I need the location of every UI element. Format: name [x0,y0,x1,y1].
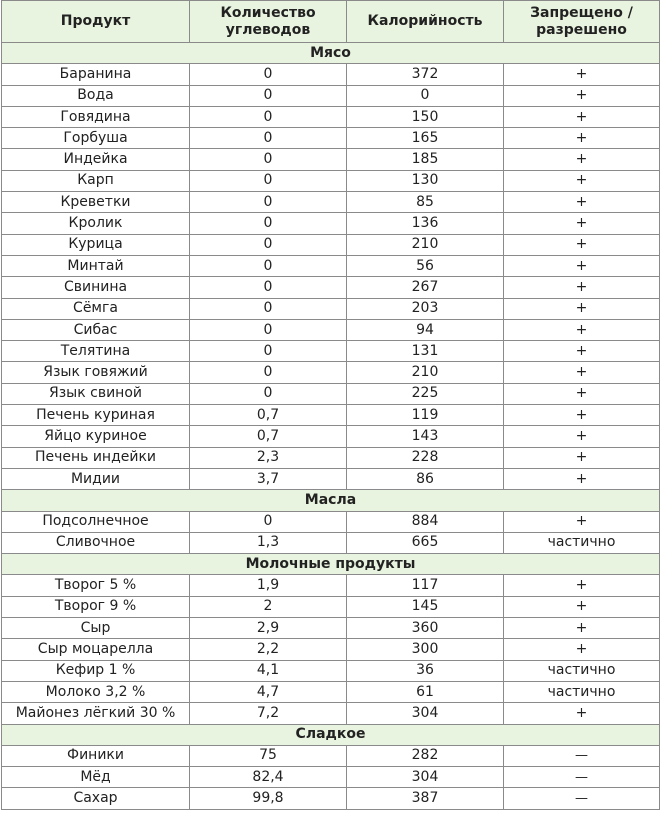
calories-cell: 36 [347,660,504,681]
product-cell: Индейка [2,149,190,170]
carbs-cell: 0 [190,170,347,191]
header-allowed-line2: разрешено [536,21,627,38]
section-row [2,490,660,511]
table-row [2,255,660,276]
table-row [2,745,660,766]
calories-cell: 387 [347,788,504,809]
carbs-cell: 0 [190,362,347,383]
table-row [2,660,660,681]
product-cell: Баранина [2,64,190,85]
calories-cell: 143 [347,426,504,447]
allowed-cell: + [504,106,660,127]
header-carbs-line1: Количество [220,4,316,21]
carbs-cell: 7,2 [190,703,347,724]
header-allowed-line1: Запрещено / [530,4,633,21]
table-row [2,341,660,362]
section-row [2,724,660,745]
section-title: Сладкое [2,724,660,745]
table-row [2,405,660,426]
table-row [2,192,660,213]
calories-cell: 136 [347,213,504,234]
calories-cell: 145 [347,596,504,617]
carbs-cell: 0,7 [190,426,347,447]
carbs-cell: 0 [190,319,347,340]
product-cell: Кефир 1 % [2,660,190,681]
table-row [2,639,660,660]
table-row [2,213,660,234]
allowed-cell: + [504,128,660,149]
header-row [2,1,660,43]
carbs-cell: 99,8 [190,788,347,809]
table-row [2,426,660,447]
table-row [2,277,660,298]
calories-cell: 130 [347,170,504,191]
allowed-cell: + [504,170,660,191]
allowed-cell: + [504,511,660,532]
carbs-cell: 2,9 [190,618,347,639]
product-cell: Творог 5 % [2,575,190,596]
carbs-cell: 0 [190,234,347,255]
product-cell: Сливочное [2,532,190,553]
product-cell: Говядина [2,106,190,127]
product-cell: Сахар [2,788,190,809]
calories-cell: 282 [347,745,504,766]
calories-cell: 228 [347,447,504,468]
allowed-cell: — [504,767,660,788]
carbs-cell: 2 [190,596,347,617]
header-product: Продукт [2,1,190,43]
table-row [2,511,660,532]
carbs-cell: 2,2 [190,639,347,660]
allowed-cell: — [504,788,660,809]
section-row [2,43,660,64]
product-cell: Кролик [2,213,190,234]
table-row [2,383,660,404]
table-row [2,447,660,468]
table-row [2,170,660,191]
table-row [2,298,660,319]
allowed-cell: + [504,468,660,489]
section-title: Масла [2,490,660,511]
product-cell: Язык говяжий [2,362,190,383]
table-row [2,767,660,788]
calories-cell: 0 [347,85,504,106]
product-cell: Печень куриная [2,405,190,426]
section-row [2,554,660,575]
carbs-cell: 75 [190,745,347,766]
allowed-cell: + [504,213,660,234]
calories-cell: 665 [347,532,504,553]
allowed-cell: + [504,298,660,319]
product-cell: Курица [2,234,190,255]
carbs-cell: 0 [190,106,347,127]
calories-cell: 304 [347,767,504,788]
carbs-cell: 0 [190,341,347,362]
table-row [2,64,660,85]
calories-cell: 131 [347,341,504,362]
allowed-cell: частично [504,532,660,553]
carbs-cell: 0 [190,128,347,149]
header-allowed [504,1,660,43]
calories-cell: 117 [347,575,504,596]
table-row [2,234,660,255]
carbs-cell: 0 [190,255,347,276]
calories-cell: 210 [347,234,504,255]
allowed-cell: + [504,618,660,639]
header-calories: Калорийность [347,1,504,43]
section-title: Молочные продукты [2,554,660,575]
calories-cell: 85 [347,192,504,213]
product-cell: Печень индейки [2,447,190,468]
table-row [2,681,660,702]
calories-cell: 267 [347,277,504,298]
product-cell: Молоко 3,2 % [2,681,190,702]
allowed-cell: + [504,703,660,724]
allowed-cell: + [504,596,660,617]
product-cell: Язык свиной [2,383,190,404]
calories-cell: 94 [347,319,504,340]
product-cell: Мидии [2,468,190,489]
calories-cell: 61 [347,681,504,702]
table-row [2,128,660,149]
allowed-cell: + [504,405,660,426]
product-cell: Вода [2,85,190,106]
calories-cell: 150 [347,106,504,127]
carbs-cell: 3,7 [190,468,347,489]
carbs-cell: 4,7 [190,681,347,702]
product-cell: Сыр [2,618,190,639]
allowed-cell: + [504,362,660,383]
allowed-cell: + [504,277,660,298]
product-cell: Карп [2,170,190,191]
calories-cell: 225 [347,383,504,404]
product-cell: Телятина [2,341,190,362]
carbs-cell: 82,4 [190,767,347,788]
product-cell: Креветки [2,192,190,213]
nutrition-table [1,0,660,810]
allowed-cell: частично [504,660,660,681]
table-row [2,319,660,340]
allowed-cell: + [504,639,660,660]
calories-cell: 185 [347,149,504,170]
allowed-cell: частично [504,681,660,702]
carbs-cell: 0 [190,298,347,319]
table-row [2,85,660,106]
carbs-cell: 0,7 [190,405,347,426]
allowed-cell: + [504,234,660,255]
carbs-cell: 0 [190,149,347,170]
calories-cell: 360 [347,618,504,639]
calories-cell: 304 [347,703,504,724]
product-cell: Горбуша [2,128,190,149]
carbs-cell: 1,3 [190,532,347,553]
section-title: Мясо [2,43,660,64]
table-row [2,596,660,617]
allowed-cell: + [504,341,660,362]
product-cell: Минтай [2,255,190,276]
table-row [2,575,660,596]
product-cell: Майонез лёгкий 30 % [2,703,190,724]
allowed-cell: + [504,149,660,170]
table-row [2,106,660,127]
calories-cell: 300 [347,639,504,660]
allowed-cell: + [504,575,660,596]
table-row [2,618,660,639]
carbs-cell: 0 [190,511,347,532]
carbs-cell: 0 [190,213,347,234]
carbs-cell: 0 [190,64,347,85]
product-cell: Мёд [2,767,190,788]
allowed-cell: + [504,447,660,468]
carbs-cell: 0 [190,277,347,298]
allowed-cell: + [504,192,660,213]
table-row [2,468,660,489]
carbs-cell: 2,3 [190,447,347,468]
allowed-cell: + [504,426,660,447]
header-carbs-line2: углеводов [225,21,311,38]
carbs-cell: 4,1 [190,660,347,681]
product-cell: Яйцо куриное [2,426,190,447]
calories-cell: 119 [347,405,504,426]
carbs-cell: 0 [190,192,347,213]
product-cell: Сыр моцарелла [2,639,190,660]
product-cell: Свинина [2,277,190,298]
allowed-cell: + [504,64,660,85]
carbs-cell: 0 [190,383,347,404]
table-row [2,362,660,383]
product-cell: Финики [2,745,190,766]
table-row [2,532,660,553]
calories-cell: 884 [347,511,504,532]
carbs-cell: 1,9 [190,575,347,596]
product-cell: Сёмга [2,298,190,319]
calories-cell: 210 [347,362,504,383]
calories-cell: 86 [347,468,504,489]
header-carbs [190,1,347,43]
table-body [2,43,660,810]
table-row [2,149,660,170]
allowed-cell: + [504,85,660,106]
product-cell: Подсолнечное [2,511,190,532]
calories-cell: 165 [347,128,504,149]
calories-cell: 203 [347,298,504,319]
allowed-cell: + [504,319,660,340]
product-cell: Сибас [2,319,190,340]
allowed-cell: — [504,745,660,766]
table-row [2,703,660,724]
calories-cell: 372 [347,64,504,85]
product-cell: Творог 9 % [2,596,190,617]
calories-cell: 56 [347,255,504,276]
allowed-cell: + [504,255,660,276]
allowed-cell: + [504,383,660,404]
table-row [2,788,660,809]
carbs-cell: 0 [190,85,347,106]
